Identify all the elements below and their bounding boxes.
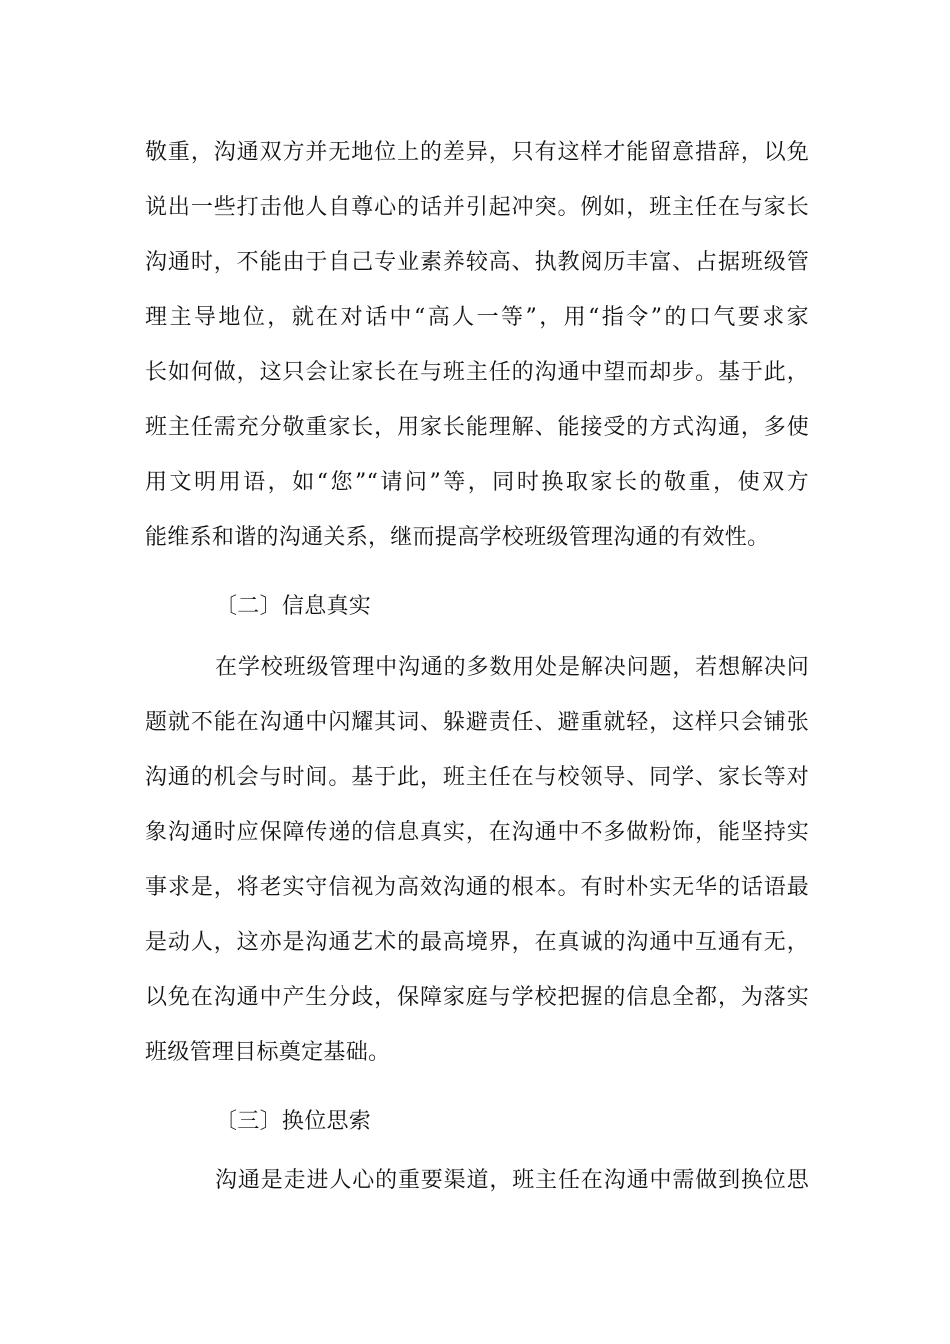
- paragraph-2-line-3: 沟通的机会与时间。基于此，班主任在与校领导、同学、家长等对: [145, 765, 809, 790]
- paragraph-2-line-2: 题就不能在沟通中闪耀其词、躲避责任、避重就轻，这样只会铺张: [145, 710, 809, 735]
- paragraph-1-line-4: 理主导地位，就在对话中“高人一等”，用“指令”的口气要求家: [145, 305, 809, 330]
- paragraph-2-line-4: 象沟通时应保障传递的信息真实，在沟通中不多做粉饰，能坚持实: [145, 820, 809, 845]
- paragraph-1-line-7: 用文明用语，如“您”“请问”等，同时换取家长的敬重，使双方: [145, 470, 809, 495]
- section-heading-3: 〔三〕换位思索: [215, 1109, 372, 1134]
- paragraph-2-line-7: 以免在沟通中产生分歧，保障家庭与学校把握的信息全都，为落实: [145, 985, 809, 1010]
- paragraph-1-line-8: 能维系和谐的沟通关系，继而提高学校班级管理沟通的有效性。: [145, 525, 770, 550]
- paragraph-1-line-2: 说出一些打击他人自尊心的话并引起冲突。例如，班主任在与家长: [145, 195, 809, 220]
- paragraph-2-line-8: 班级管理目标奠定基础。: [145, 1040, 391, 1065]
- paragraph-2-line-1: 在学校班级管理中沟通的多数用处是解决问题，若想解决问: [215, 655, 809, 680]
- paragraph-1-line-3: 沟通时，不能由于自己专业素养较高、执教阅历丰富、占据班级管: [145, 250, 809, 275]
- paragraph-2-line-6: 是动人，这亦是沟通艺术的最高境界，在真诚的沟通中互通有无，: [145, 930, 809, 955]
- paragraph-1-line-5: 长如何做，这只会让家长在与班主任的沟通中望而却步。基于此，: [145, 360, 809, 385]
- paragraph-2-line-5: 事求是，将老实守信视为高效沟通的根本。有时朴实无华的话语最: [145, 875, 809, 900]
- section-heading-2: 〔二〕信息真实: [215, 594, 372, 619]
- paragraph-1-line-1: 敬重，沟通双方并无地位上的差异，只有这样才能留意措辞，以免: [145, 140, 809, 165]
- paragraph-3-line-1: 沟通是走进人心的重要渠道，班主任在沟通中需做到换位思: [215, 1168, 809, 1193]
- paragraph-1-line-6: 班主任需充分敬重家长，用家长能理解、能接受的方式沟通，多使: [145, 415, 809, 440]
